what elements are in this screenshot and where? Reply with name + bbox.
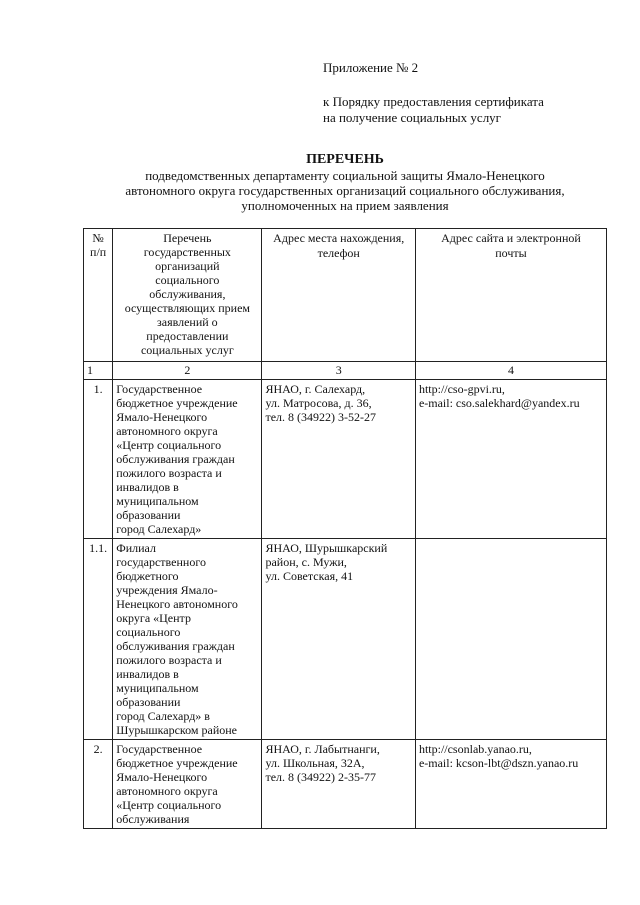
row-number: 1.1.	[84, 539, 113, 740]
row-address: ЯНАО, Шурышкарский район, с. Мужи, ул. Советская, 41	[262, 539, 415, 740]
row-organization: Государственное бюджетное учреждение Ямало-Ненецкого автономного округа «Центр социального обслуживания	[113, 740, 262, 829]
header-organization: Перечень государственных организаций социального обслуживания, осуществляющих прием заявлений о предоставлении социальных услуг	[113, 229, 262, 362]
heading-line-2: автономного округа государственных организаций социального обслуживания,	[125, 183, 565, 198]
appendix-block	[323, 60, 603, 126]
header-address: Адрес места нахождения, телефон	[262, 229, 415, 362]
row-contacts: http://cso-gpvi.ru, e-mail: cso.salekhard@yandex.ru	[415, 380, 606, 539]
column-number-2: 2	[113, 362, 262, 380]
table-row	[84, 380, 607, 539]
row-address: ЯНАО, г. Салехард, ул. Матросова, д. 36, тел. 8 (34922) 3-52-27	[262, 380, 415, 539]
table-header-row	[84, 229, 607, 362]
appendix-number: Приложение № 2	[323, 60, 419, 75]
row-address: ЯНАО, г. Лабытнанги, ул. Школьная, 32А, тел. 8 (34922) 2-35-77	[262, 740, 415, 829]
table-row	[84, 539, 607, 740]
row-organization: Филиал государственного бюджетного учреждения Ямало- Ненецкого автономного округа «Центр социального обслуживания граждан пожилого возраста и инвалидов в муниципальном образовании город Салехард» в Шурышкарском районе	[113, 539, 262, 740]
document-title: ПЕРЕЧЕНЬ	[306, 152, 384, 167]
row-number: 1.	[84, 380, 113, 539]
appendix-line-1: к Порядку предоставления сертификата	[323, 94, 544, 109]
appendix-line-2: на получение социальных услуг	[323, 110, 502, 125]
column-number-row	[84, 362, 607, 380]
row-organization: Государственное бюджетное учреждение Ямало-Ненецкого автономного округа «Центр социального обслуживания граждан пожилого возраста и инвалидов в муниципальном образовании город Салехард»	[113, 380, 262, 539]
header-contacts: Адрес сайта и электронной почты	[415, 229, 606, 362]
column-number-3: 3	[262, 362, 415, 380]
table-row	[84, 740, 607, 829]
row-number: 2.	[84, 740, 113, 829]
column-number-4: 4	[415, 362, 606, 380]
heading-line-3: уполномоченных на прием заявления	[241, 198, 449, 213]
heading-line-1: подведомственных департаменту социальной защиты Ямало-Ненецкого	[145, 168, 545, 183]
row-contacts: http://csonlab.yanao.ru, e-mail: kcson-lbt@dszn.yanao.ru	[415, 740, 606, 829]
document-heading	[110, 152, 580, 213]
column-number-1: 1	[84, 362, 113, 380]
row-contacts	[415, 539, 606, 740]
header-number: № п/п	[84, 229, 113, 362]
organizations-table	[83, 228, 607, 829]
